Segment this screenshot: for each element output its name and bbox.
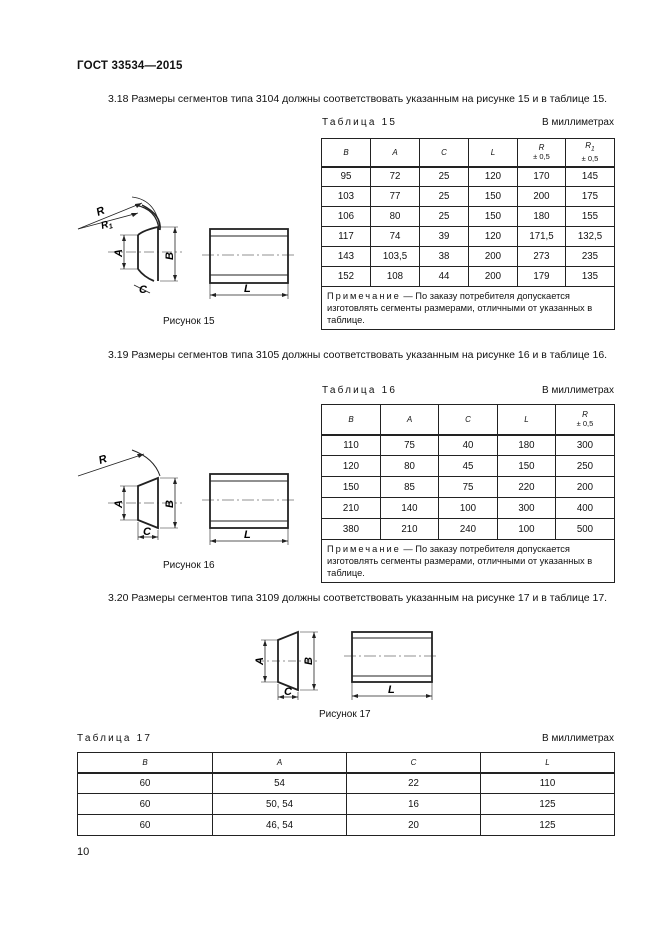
label-c: C <box>284 686 292 698</box>
table-cell: 200 <box>469 267 518 287</box>
table-cell: 210 <box>381 519 439 540</box>
table-row <box>78 794 615 815</box>
table-cell: 25 <box>420 187 469 207</box>
table-cell: 95 <box>322 167 371 187</box>
table-row <box>322 456 615 477</box>
table-row <box>322 167 615 187</box>
table-cell: 25 <box>420 167 469 187</box>
subscript: 1 <box>591 146 595 154</box>
table-cell: 85 <box>381 477 439 498</box>
table-row <box>322 247 615 267</box>
table-cell: 175 <box>566 187 615 207</box>
table-cell: 150 <box>469 187 518 207</box>
label-r1: $R_1$ <box>99 219 114 232</box>
table-cell: 155 <box>566 207 615 227</box>
table-cell: 39 <box>420 227 469 247</box>
label-r: R <box>94 204 107 219</box>
table-cell: 500 <box>556 519 615 540</box>
table-cell: 220 <box>498 477 556 498</box>
table-cell: 100 <box>439 498 498 519</box>
table-15-header-a: A <box>371 139 420 167</box>
table-17-header-c: C <box>347 753 481 773</box>
table-15 <box>321 138 615 330</box>
table-16-caption: Таблица 16 <box>322 385 398 396</box>
figure-15-drawing <box>72 185 300 315</box>
table-cell: 120 <box>322 456 381 477</box>
table-15-unit: В миллиметрах <box>542 117 614 128</box>
table-cell: 22 <box>347 773 481 794</box>
table-cell: 45 <box>439 456 498 477</box>
table-cell: 80 <box>381 456 439 477</box>
table-16-header-c: C <box>439 405 498 435</box>
table-cell: 38 <box>420 247 469 267</box>
figure-17-drawing <box>248 624 438 708</box>
label-a: A <box>113 249 125 257</box>
label-b: B <box>164 252 176 260</box>
table-17-unit: В миллиметрах <box>542 733 614 744</box>
table-cell: 152 <box>322 267 371 287</box>
table-cell: 400 <box>556 498 615 519</box>
table-cell: 25 <box>420 207 469 227</box>
table-row <box>78 815 615 836</box>
table-cell: 75 <box>381 435 439 456</box>
label-l: L <box>244 283 251 295</box>
table-cell: 140 <box>381 498 439 519</box>
table-cell: 40 <box>439 435 498 456</box>
table-row <box>322 477 615 498</box>
table-cell: 200 <box>556 477 615 498</box>
table-16-unit: В миллиметрах <box>542 385 614 396</box>
table-cell: 250 <box>556 456 615 477</box>
figure-15-caption: Рисунок 15 <box>163 316 215 327</box>
table-cell: 50, 54 <box>213 794 347 815</box>
paragraph-3-19: 3.19 Размеры сегментов типа 3105 должны соответствовать указанным на рисунке 16 и в таблице 16. <box>108 349 608 361</box>
table-cell: 200 <box>518 187 566 207</box>
table-cell: 170 <box>518 167 566 187</box>
table-row <box>322 187 615 207</box>
table-row <box>322 519 615 540</box>
table-row <box>322 435 615 456</box>
paragraph-3-18: 3.18 Размеры сегментов типа 3104 должны соответствовать указанным на рисунке 15 и в таблице 15. <box>108 93 608 105</box>
table-15-note: Примечание — По заказу потребителя допускается изготовлять сегменты размерами, отличными от указанных в таблице. <box>322 287 615 330</box>
table-cell: 179 <box>518 267 566 287</box>
table-cell: 100 <box>498 519 556 540</box>
table-cell: 150 <box>498 456 556 477</box>
table-cell: 75 <box>439 477 498 498</box>
label-l: L <box>244 529 251 541</box>
label-a: A <box>254 657 266 665</box>
table-cell: 235 <box>566 247 615 267</box>
table-cell: 380 <box>322 519 381 540</box>
table-16-header-r: R ± 0,5 <box>556 405 615 435</box>
table-cell: 171,5 <box>518 227 566 247</box>
table-cell: 132,5 <box>566 227 615 247</box>
table-16-header-a: A <box>381 405 439 435</box>
table-cell: 120 <box>469 227 518 247</box>
table-cell: 108 <box>371 267 420 287</box>
table-cell: 103 <box>322 187 371 207</box>
table-16-note: Примечание — По заказу потребителя допускается изготовлять сегменты размерами, отличными от указанных в таблице. <box>322 540 615 583</box>
table-cell: 110 <box>322 435 381 456</box>
label-c: C <box>143 526 151 538</box>
table-17-header-b: B <box>78 753 213 773</box>
document-header: ГОСТ 33534—2015 <box>77 60 183 72</box>
table-cell: 300 <box>498 498 556 519</box>
label-c: C <box>139 284 147 296</box>
table-cell: 20 <box>347 815 481 836</box>
table-cell: 180 <box>498 435 556 456</box>
table-15-header-b: B <box>322 139 371 167</box>
label-r: R <box>97 452 109 467</box>
table-row <box>78 773 615 794</box>
table-cell: 200 <box>469 247 518 267</box>
table-cell: 60 <box>78 794 213 815</box>
label-b: B <box>164 500 176 508</box>
table-cell: 240 <box>439 519 498 540</box>
table-16 <box>321 404 615 583</box>
table-cell: 273 <box>518 247 566 267</box>
table-cell: 106 <box>322 207 371 227</box>
table-cell: 145 <box>566 167 615 187</box>
table-15-header-r1: $R_1$ ± 0,5 <box>566 139 615 167</box>
figure-16-caption: Рисунок 16 <box>163 560 215 571</box>
figure-16-drawing <box>72 440 300 555</box>
label-l: L <box>388 684 395 696</box>
page-number: 10 <box>77 846 90 858</box>
table-cell: 72 <box>371 167 420 187</box>
table-17-header-a: A <box>213 753 347 773</box>
table-cell: 60 <box>78 773 213 794</box>
table-16-header-l: L <box>498 405 556 435</box>
table-17-caption: Таблица 17 <box>77 733 153 744</box>
table-cell: 44 <box>420 267 469 287</box>
table-15-header-c: C <box>420 139 469 167</box>
table-17 <box>77 752 615 836</box>
table-cell: 110 <box>481 773 615 794</box>
table-cell: 77 <box>371 187 420 207</box>
table-15-header-l: L <box>469 139 518 167</box>
table-15-caption: Таблица 15 <box>322 117 398 128</box>
table-cell: 103,5 <box>371 247 420 267</box>
paragraph-3-20: 3.20 Размеры сегментов типа 3109 должны соответствовать указанным на рисунке 17 и в таблице 17. <box>108 592 608 604</box>
table-cell: 117 <box>322 227 371 247</box>
table-cell: 150 <box>469 207 518 227</box>
table-cell: 54 <box>213 773 347 794</box>
table-cell: 80 <box>371 207 420 227</box>
table-cell: 210 <box>322 498 381 519</box>
table-row <box>322 498 615 519</box>
table-row <box>322 207 615 227</box>
table-15-header-r: R ± 0,5 <box>518 139 566 167</box>
label-a: A <box>113 500 125 508</box>
table-16-header-b: B <box>322 405 381 435</box>
table-cell: 60 <box>78 815 213 836</box>
table-cell: 143 <box>322 247 371 267</box>
table-cell: 74 <box>371 227 420 247</box>
table-row <box>322 227 615 247</box>
table-cell: 150 <box>322 477 381 498</box>
figure-17-caption: Рисунок 17 <box>319 709 371 720</box>
table-cell: 46, 54 <box>213 815 347 836</box>
table-cell: 16 <box>347 794 481 815</box>
table-cell: 125 <box>481 794 615 815</box>
table-cell: 180 <box>518 207 566 227</box>
table-cell: 125 <box>481 815 615 836</box>
table-cell: 300 <box>556 435 615 456</box>
table-row <box>322 267 615 287</box>
table-17-header-l: L <box>481 753 615 773</box>
table-cell: 135 <box>566 267 615 287</box>
table-cell: 120 <box>469 167 518 187</box>
label-b: B <box>303 657 315 665</box>
